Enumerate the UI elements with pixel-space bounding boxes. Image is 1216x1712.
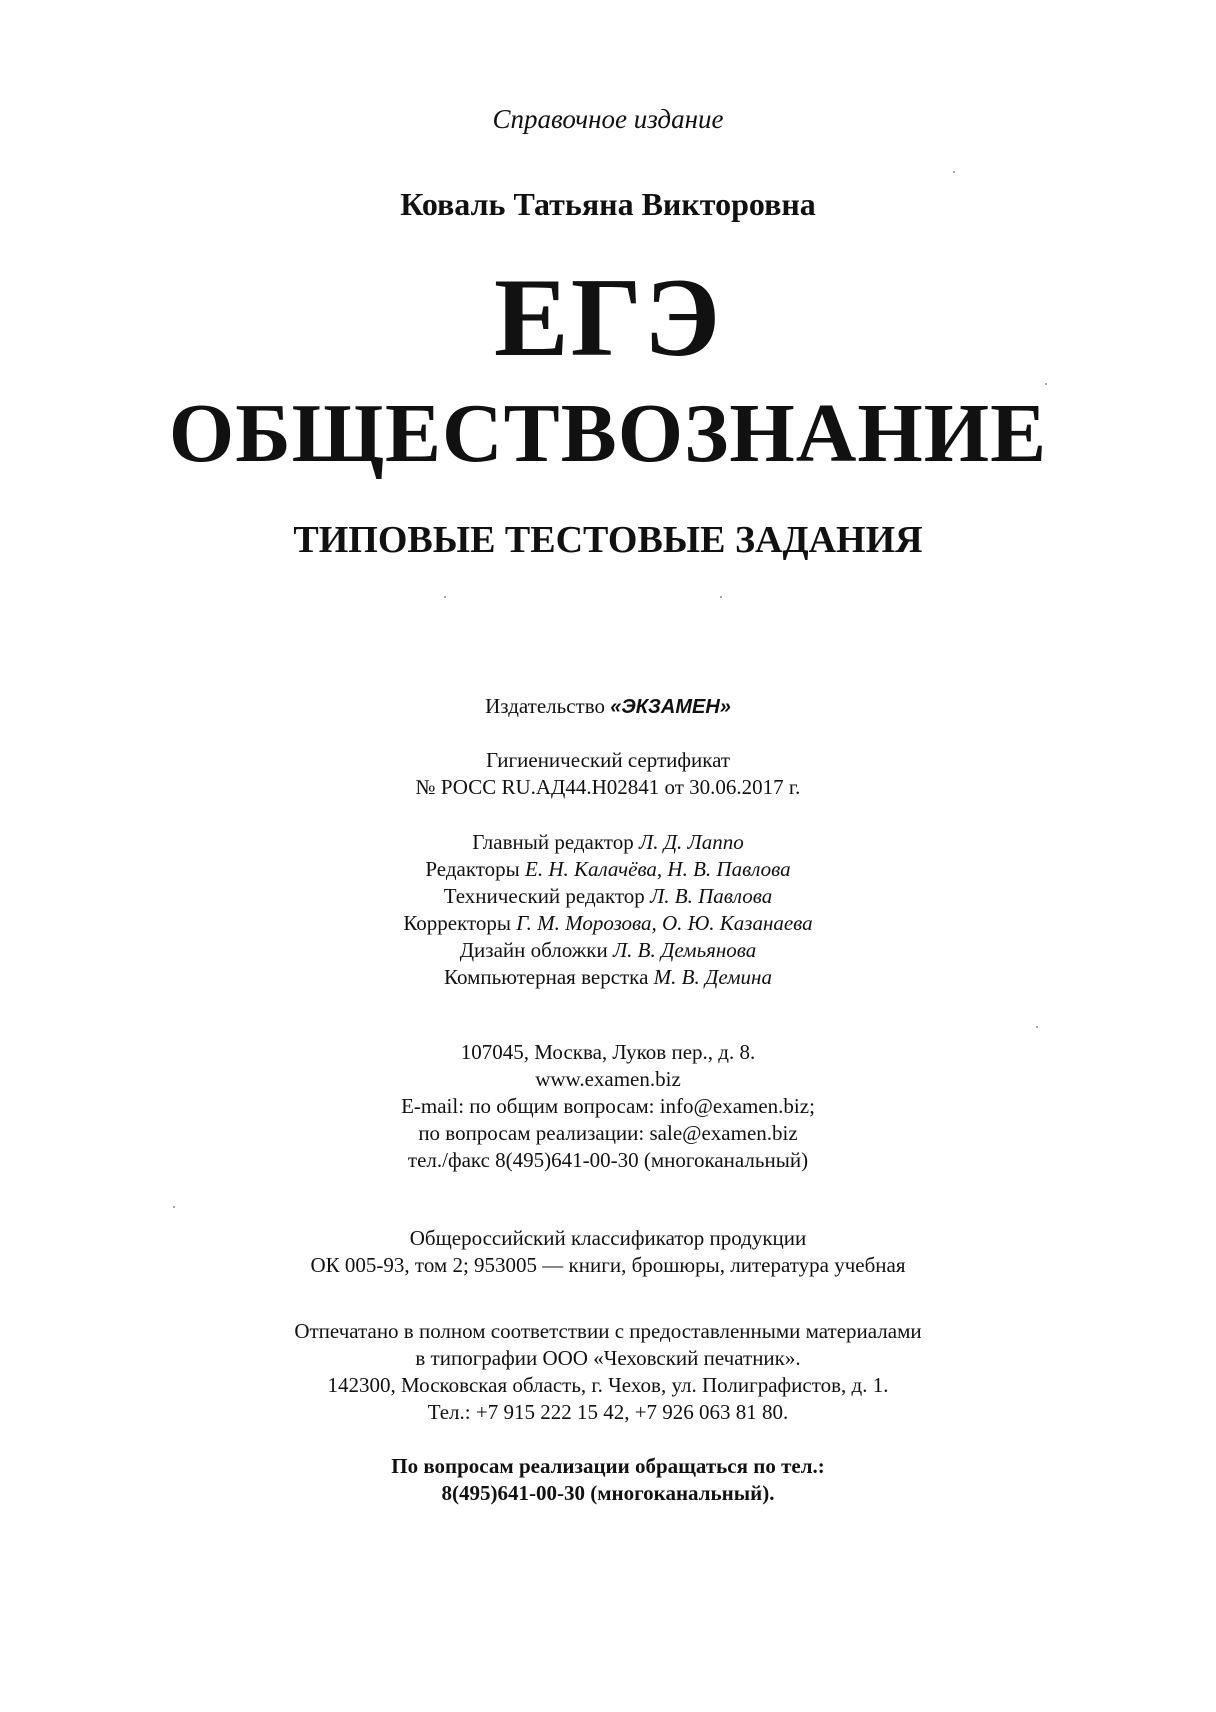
- staff-names: Л. В. Павлова: [650, 884, 773, 908]
- certificate-line: Гигиенический сертификат: [485, 748, 731, 772]
- staff-line: [0, 937, 1216, 964]
- certificate-number: № РОСС RU.АД44.Н02841 от 30.06.2017 г.: [415, 775, 801, 799]
- staff-role: Редакторы: [425, 857, 520, 881]
- staff-line: [0, 964, 1216, 991]
- classifier-line: ОК 005-93, том 2; 953005 — книги, брошюры, литература учебная: [310, 1253, 906, 1277]
- classifier-block: [0, 1225, 1216, 1279]
- staff-role: Компьютерная верстка: [444, 965, 649, 989]
- sales-line: По вопросам реализации обращаться по тел.:: [391, 1454, 825, 1478]
- scan-speck: [173, 1206, 175, 1208]
- book-title-subject: ОБЩЕСТВОЗНАНИЕ: [168, 387, 1048, 480]
- staff-line: [0, 856, 1216, 883]
- contacts-block: [0, 1039, 1216, 1174]
- email-sales-line: по вопросам реализации: sale@examen.biz: [418, 1121, 798, 1145]
- publisher-prefix: Издательство: [485, 694, 605, 718]
- printing-line: 142300, Московская область, г. Чехов, ул. Полиграфистов, д. 1.: [327, 1373, 889, 1397]
- staff-role: Корректоры: [403, 911, 512, 935]
- scan-speck: [953, 171, 955, 173]
- scan-speck: [444, 596, 446, 598]
- address-line: 107045, Москва, Луков пер., д. 8.: [460, 1040, 756, 1064]
- sales-line: 8(495)641-00-30 (многоканальный).: [441, 1481, 775, 1505]
- sales-block: [0, 1453, 1216, 1507]
- printing-line: Тел.: +7 915 222 15 42, +7 926 063 81 80.: [427, 1400, 789, 1424]
- staff-names: Г. М. Морозова, О. Ю. Казанаева: [516, 911, 813, 935]
- staff-names: Л. Д. Лаппо: [638, 830, 744, 854]
- staff-block: [0, 829, 1216, 991]
- website-line: www.examen.biz: [535, 1067, 681, 1091]
- book-subtitle: ТИПОВЫЕ ТЕСТОВЫЕ ЗАДАНИЯ: [293, 519, 923, 561]
- classifier-line: Общероссийский классификатор продукции: [409, 1226, 807, 1250]
- staff-names: Л. В. Демьянова: [612, 938, 757, 962]
- publisher-line: [0, 694, 1216, 719]
- phone-fax-line: тел./факс 8(495)641-00-30 (многоканальный): [407, 1148, 809, 1172]
- staff-role: Дизайн обложки: [459, 938, 608, 962]
- scan-speck: [720, 596, 722, 598]
- staff-names: М. В. Демина: [653, 965, 772, 989]
- certificate-block: [0, 747, 1216, 801]
- author-name: Коваль Татьяна Викторовна: [400, 186, 816, 222]
- printing-line: Отпечатано в полном соответствии с предоставленными материалами: [294, 1319, 922, 1343]
- printing-block: [0, 1318, 1216, 1426]
- series-label: Справочное издание: [492, 104, 724, 134]
- staff-line: [0, 883, 1216, 910]
- printing-line: в типографии ООО «Чеховский печатник».: [415, 1346, 801, 1370]
- scan-speck: [1036, 1026, 1038, 1028]
- email-general-line: E-mail: по общим вопросам: info@examen.biz;: [401, 1094, 815, 1118]
- publisher-name: «ЭКЗАМЕН»: [610, 696, 731, 718]
- scan-speck: [1045, 383, 1047, 385]
- staff-role: Главный редактор: [472, 830, 634, 854]
- staff-names: Е. Н. Калачёва, Н. В. Павлова: [525, 857, 791, 881]
- book-title-main: ЕГЭ: [494, 256, 722, 380]
- staff-role: Технический редактор: [443, 884, 645, 908]
- staff-line: [0, 829, 1216, 856]
- staff-line: [0, 910, 1216, 937]
